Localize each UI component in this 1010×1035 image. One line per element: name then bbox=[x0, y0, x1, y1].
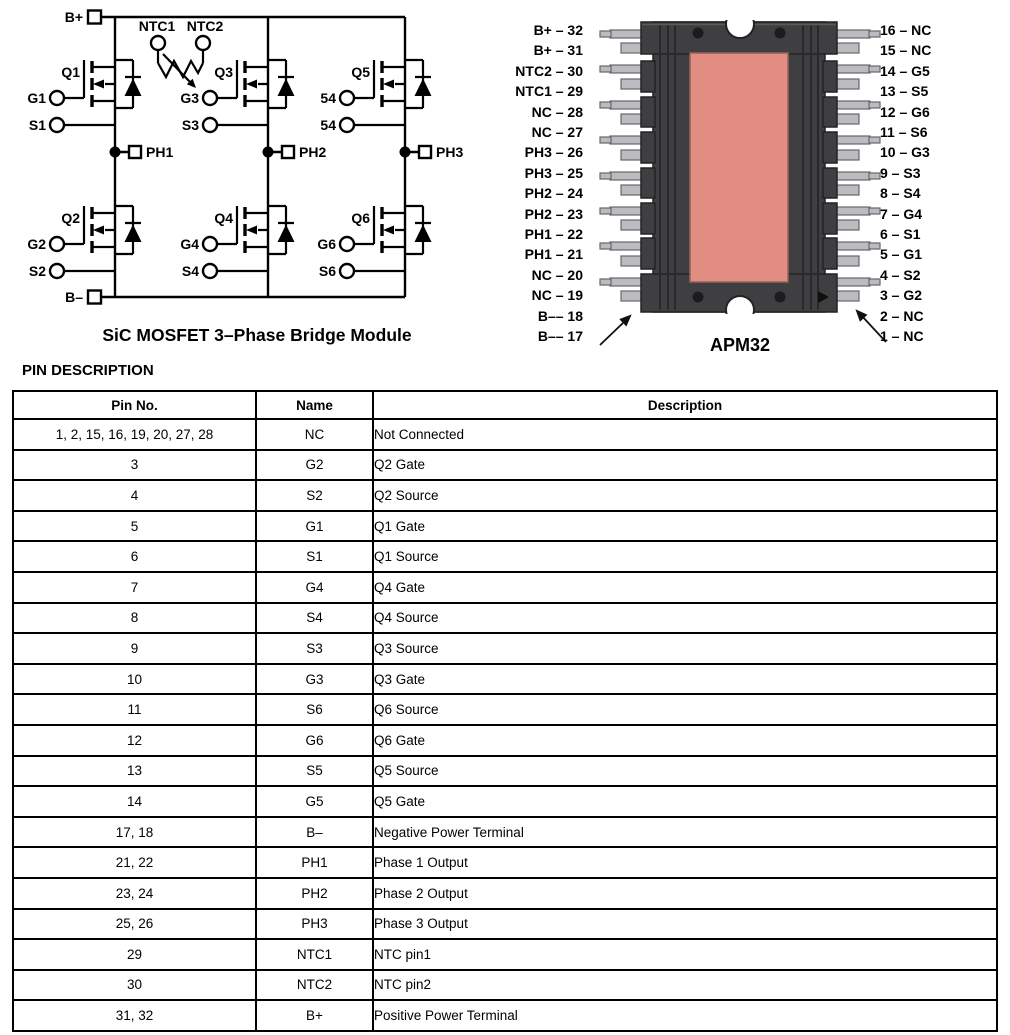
table-row bbox=[13, 664, 997, 695]
pin-label: B+ – 31 bbox=[533, 42, 583, 59]
table-row bbox=[13, 909, 997, 940]
name-cell: S6 bbox=[256, 694, 373, 725]
package-figure bbox=[500, 0, 1010, 360]
label-ntc1: NTC1 bbox=[138, 18, 176, 34]
pin-label: 4 – S2 bbox=[880, 266, 921, 283]
label-s4: S4 bbox=[181, 263, 199, 279]
table-header-row bbox=[13, 391, 997, 419]
pin-label: NTC2 – 30 bbox=[515, 62, 583, 79]
pin-label: 13 – S5 bbox=[880, 83, 929, 100]
label-g2: G2 bbox=[27, 236, 46, 252]
table-row bbox=[13, 541, 997, 572]
pin-label: B–– 17 bbox=[537, 328, 583, 345]
name-cell: S4 bbox=[256, 603, 373, 634]
pin-label: 16 – NC bbox=[880, 22, 932, 38]
table-row bbox=[13, 633, 997, 664]
pin-label: 6 – S1 bbox=[880, 226, 921, 243]
name-cell: G3 bbox=[256, 664, 373, 695]
description-cell: Not Connected bbox=[373, 419, 997, 450]
description-cell: Q2 Source bbox=[373, 480, 997, 511]
table-row bbox=[13, 939, 997, 970]
table-row bbox=[13, 878, 997, 909]
name-cell: PH3 bbox=[256, 909, 373, 940]
name-cell: PH1 bbox=[256, 847, 373, 878]
pin-label: NC – 19 bbox=[531, 287, 583, 304]
pin-no-cell: 8 bbox=[13, 603, 256, 634]
substrate-window bbox=[690, 53, 788, 282]
table-row bbox=[13, 817, 997, 848]
label-ph3: PH3 bbox=[436, 144, 464, 160]
name-cell: G2 bbox=[256, 450, 373, 481]
label-g3: G3 bbox=[180, 90, 199, 106]
name-cell: G6 bbox=[256, 725, 373, 756]
ntc-thermistor-symbol bbox=[151, 36, 210, 88]
pin-no-header: Pin No. bbox=[13, 391, 256, 419]
pin-label: 10 – G3 bbox=[880, 144, 930, 161]
description-cell: Q1 Source bbox=[373, 541, 997, 572]
pin-label: 5 – G1 bbox=[880, 246, 923, 263]
table-row bbox=[13, 725, 997, 756]
pin-no-cell: 4 bbox=[13, 480, 256, 511]
pin-label: 7 – G4 bbox=[880, 205, 923, 222]
pin-label: 15 – NC bbox=[880, 42, 932, 59]
description-cell: Q5 Gate bbox=[373, 786, 997, 817]
pin-label: 2 – NC bbox=[880, 307, 924, 324]
name-cell: S1 bbox=[256, 541, 373, 572]
description-cell: Q1 Gate bbox=[373, 511, 997, 542]
label-s3: S3 bbox=[181, 117, 199, 133]
pin-no-cell: 12 bbox=[13, 725, 256, 756]
schematic-title: SiC MOSFET 3–Phase Bridge Module bbox=[102, 325, 412, 345]
label-q4: Q4 bbox=[214, 210, 233, 226]
table-row bbox=[13, 419, 997, 450]
pin-label: PH2 – 23 bbox=[524, 205, 583, 222]
pin-no-cell: 31, 32 bbox=[13, 1000, 256, 1031]
label-ph1: PH1 bbox=[146, 144, 174, 160]
label-s1: S1 bbox=[28, 117, 46, 133]
description-cell: NTC pin1 bbox=[373, 939, 997, 970]
label-q2: Q2 bbox=[61, 210, 80, 226]
pin-label: B+ – 32 bbox=[533, 22, 583, 38]
table-row bbox=[13, 786, 997, 817]
label-b-plus: B+ bbox=[64, 9, 83, 25]
name-cell: S3 bbox=[256, 633, 373, 664]
description-cell: Q4 Gate bbox=[373, 572, 997, 603]
table-row bbox=[13, 572, 997, 603]
description-cell: Q3 Source bbox=[373, 633, 997, 664]
name-cell: G5 bbox=[256, 786, 373, 817]
name-cell: G1 bbox=[256, 511, 373, 542]
pin-label: PH3 – 25 bbox=[524, 164, 583, 181]
description-cell: Negative Power Terminal bbox=[373, 817, 997, 848]
pin-label: NC – 20 bbox=[531, 266, 583, 283]
pin-no-cell: 17, 18 bbox=[13, 817, 256, 848]
label-q6: Q6 bbox=[351, 210, 370, 226]
pin-label: NC – 28 bbox=[531, 103, 583, 120]
description-cell: Q5 Source bbox=[373, 756, 997, 787]
pin-no-cell: 6 bbox=[13, 541, 256, 572]
name-cell: PH2 bbox=[256, 878, 373, 909]
pin-label: 3 – G2 bbox=[880, 287, 923, 304]
description-cell: Positive Power Terminal bbox=[373, 1000, 997, 1031]
pin-no-cell: 3 bbox=[13, 450, 256, 481]
description-header: Description bbox=[373, 391, 997, 419]
name-cell: S5 bbox=[256, 756, 373, 787]
pin-no-cell: 25, 26 bbox=[13, 909, 256, 940]
pin-label: PH1 – 21 bbox=[524, 246, 583, 263]
description-cell: Q6 Gate bbox=[373, 725, 997, 756]
name-header: Name bbox=[256, 391, 373, 419]
pin-no-cell: 10 bbox=[13, 664, 256, 695]
description-cell: Q3 Gate bbox=[373, 664, 997, 695]
description-cell: Phase 3 Output bbox=[373, 909, 997, 940]
package-name-clip bbox=[678, 336, 802, 351]
pin-no-cell: 23, 24 bbox=[13, 878, 256, 909]
label-s5: 54 bbox=[320, 117, 336, 133]
pin-label: 9 – S3 bbox=[880, 164, 921, 181]
pin-no-cell: 30 bbox=[13, 970, 256, 1001]
bridge-schematic bbox=[0, 0, 500, 355]
table-row bbox=[13, 603, 997, 634]
pin-label: NTC1 – 29 bbox=[515, 83, 583, 100]
description-cell: Phase 2 Output bbox=[373, 878, 997, 909]
label-ph2: PH2 bbox=[299, 144, 327, 160]
table-row bbox=[13, 511, 997, 542]
pin-no-cell: 5 bbox=[13, 511, 256, 542]
pin-label: PH1 – 22 bbox=[524, 226, 583, 243]
table-row bbox=[13, 694, 997, 725]
left-pin-labels bbox=[502, 20, 583, 347]
pin-description-table bbox=[12, 390, 998, 1032]
pin-label: 12 – G6 bbox=[880, 103, 930, 120]
pin-label: NC – 27 bbox=[531, 124, 583, 141]
table-row bbox=[13, 1000, 997, 1031]
table-row bbox=[13, 970, 997, 1001]
pin-label: 1 – NC bbox=[880, 328, 924, 345]
table-row bbox=[13, 847, 997, 878]
label-g4: G4 bbox=[180, 236, 199, 252]
label-g1: G1 bbox=[27, 90, 46, 106]
label-s2: S2 bbox=[28, 263, 46, 279]
package-name: APM32 bbox=[709, 336, 771, 351]
pin-no-cell: 14 bbox=[13, 786, 256, 817]
description-cell: Phase 1 Output bbox=[373, 847, 997, 878]
right-pin-labels bbox=[880, 20, 1008, 347]
name-cell: B+ bbox=[256, 1000, 373, 1031]
label-g6: G6 bbox=[317, 236, 336, 252]
name-cell: NC bbox=[256, 419, 373, 450]
pin-no-cell: 21, 22 bbox=[13, 847, 256, 878]
table-row bbox=[13, 756, 997, 787]
label-ntc2: NTC2 bbox=[186, 18, 224, 34]
pin-label: PH3 – 26 bbox=[524, 144, 583, 161]
pin-no-cell: 11 bbox=[13, 694, 256, 725]
description-cell: NTC pin2 bbox=[373, 970, 997, 1001]
pin-no-cell: 9 bbox=[13, 633, 256, 664]
pin-no-cell: 7 bbox=[13, 572, 256, 603]
description-cell: Q2 Gate bbox=[373, 450, 997, 481]
pin-no-cell: 29 bbox=[13, 939, 256, 970]
table-row bbox=[13, 480, 997, 511]
label-g5: 54 bbox=[320, 90, 336, 106]
name-cell: S2 bbox=[256, 480, 373, 511]
label-b-minus: B– bbox=[65, 289, 83, 305]
description-cell: Q4 Source bbox=[373, 603, 997, 634]
pin-label: PH2 – 24 bbox=[524, 185, 583, 202]
label-q5: Q5 bbox=[351, 64, 370, 80]
name-cell: G4 bbox=[256, 572, 373, 603]
pin-no-cell: 13 bbox=[13, 756, 256, 787]
pin-description-heading: PIN DESCRIPTION bbox=[22, 362, 154, 379]
label-s6: S6 bbox=[318, 263, 336, 279]
pin-label: 8 – S4 bbox=[880, 185, 921, 202]
pin-label: 14 – G5 bbox=[880, 62, 930, 79]
label-q1: Q1 bbox=[61, 64, 80, 80]
pin-label: 11 – S6 bbox=[880, 124, 928, 141]
name-cell: B– bbox=[256, 817, 373, 848]
name-cell: NTC1 bbox=[256, 939, 373, 970]
pin-label: B–– 18 bbox=[537, 307, 583, 324]
name-cell: NTC2 bbox=[256, 970, 373, 1001]
label-q3: Q3 bbox=[214, 64, 233, 80]
table-row bbox=[13, 450, 997, 481]
description-cell: Q6 Source bbox=[373, 694, 997, 725]
pin-no-cell: 1, 2, 15, 16, 19, 20, 27, 28 bbox=[13, 419, 256, 450]
